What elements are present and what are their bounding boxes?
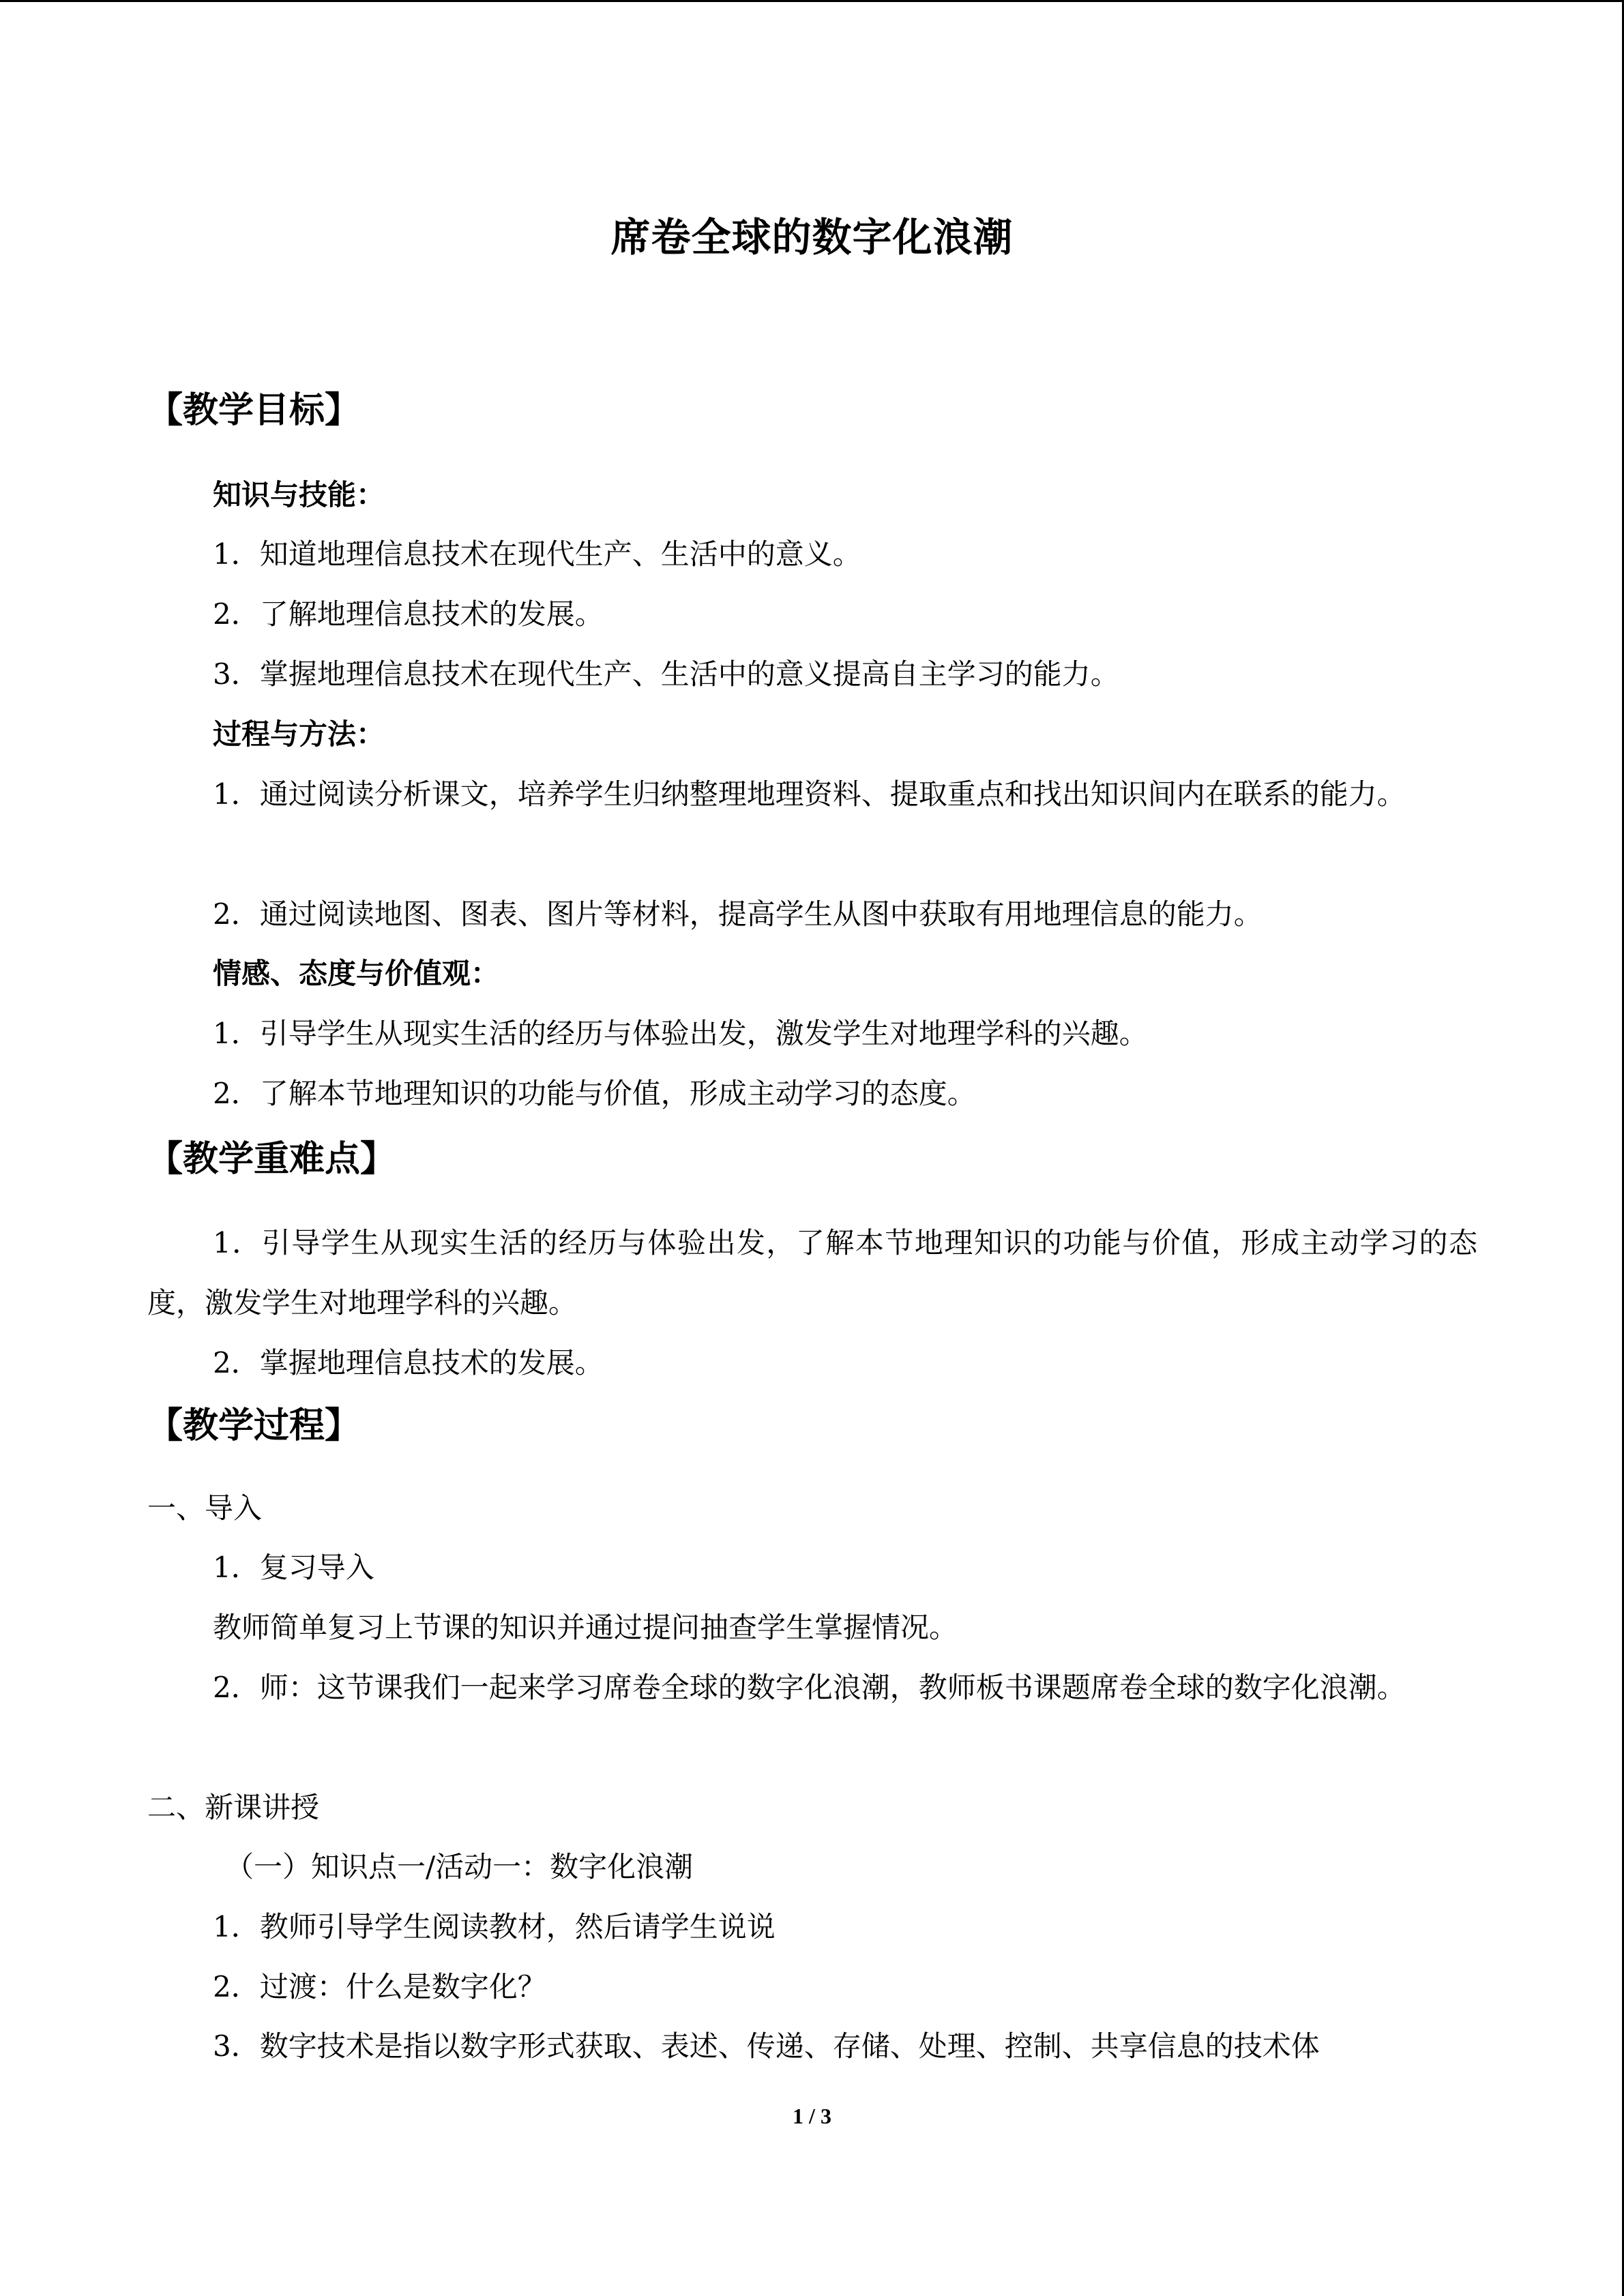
subheading-process-method: 过程与方法：	[213, 717, 385, 751]
intro-item-2: 教师简单复习上节课的知识并通过提问抽查学生掌握情况。	[213, 1611, 958, 1644]
heading-teaching-process: 【教学过程】	[147, 1405, 361, 1446]
intro-item-1: 1．复习导入	[213, 1551, 374, 1584]
new-lesson-item-1: 1．教师引导学生阅读教材，然后请学生说说	[213, 1910, 776, 1943]
subheading-attitude: 情感、态度与价值观：	[213, 957, 500, 990]
process-item-2: 2．通过阅读地图、图表、图片等材料，提高学生从图中获取有用地理信息的能力。	[213, 897, 1263, 931]
page-number: 1 / 3	[793, 2104, 831, 2128]
attitude-item-2: 2．了解本节地理知识的功能与价值，形成主动学习的态度。	[213, 1077, 976, 1110]
new-lesson-item-2: 2．过渡：什么是数字化？	[213, 1970, 546, 2003]
document-title: 席卷全球的数字化浪潮	[610, 214, 1014, 260]
heading-teaching-goals: 【教学目标】	[147, 390, 361, 431]
section-intro-label: 一、导入	[147, 1491, 263, 1525]
new-lesson-item-3: 3．数字技术是指以数字形式获取、表述、传递、存储、处理、控制、共享信息的技术体	[213, 2029, 1320, 2063]
knowledge-item-3: 3．掌握地理信息技术在现代生产、生活中的意义提高自主学习的能力。	[213, 657, 1119, 691]
attitude-item-1: 1．引导学生从现实生活的经历与体验出发，激发学生对地理学科的兴趣。	[213, 1017, 1148, 1050]
knowledge-item-2: 2．了解地理信息技术的发展。	[213, 597, 604, 631]
heading-key-points: 【教学重难点】	[147, 1139, 396, 1180]
section-new-lesson-label: 二、新课讲授	[147, 1791, 320, 1824]
knowledge-item-1: 1．知道地理信息技术在现代生产、生活中的意义。	[213, 537, 861, 571]
intro-item-3: 2．师：这节课我们一起来学习席卷全球的数字化浪潮，教师板书课题席卷全球的数字化浪潮。	[213, 1671, 1406, 1704]
page-top-border	[0, 0, 1624, 2]
knowledge-point-1-label: （一）知识点一/活动一：数字化浪潮	[225, 1850, 694, 1883]
process-item-1: 1．通过阅读分析课文，培养学生归纳整理地理资料、提取重点和找出知识间内在联系的能力。	[213, 777, 1406, 811]
key-point-item-1: 1．引导学生从现实生活的经历与体验出发，了解本节地理知识的功能与价值，形成主动学习的态度，激发学生对地理学科的兴趣。	[147, 1226, 1477, 1320]
subheading-knowledge: 知识与技能：	[213, 478, 385, 511]
key-point-item-2: 2．掌握地理信息技术的发展。	[213, 1346, 604, 1380]
